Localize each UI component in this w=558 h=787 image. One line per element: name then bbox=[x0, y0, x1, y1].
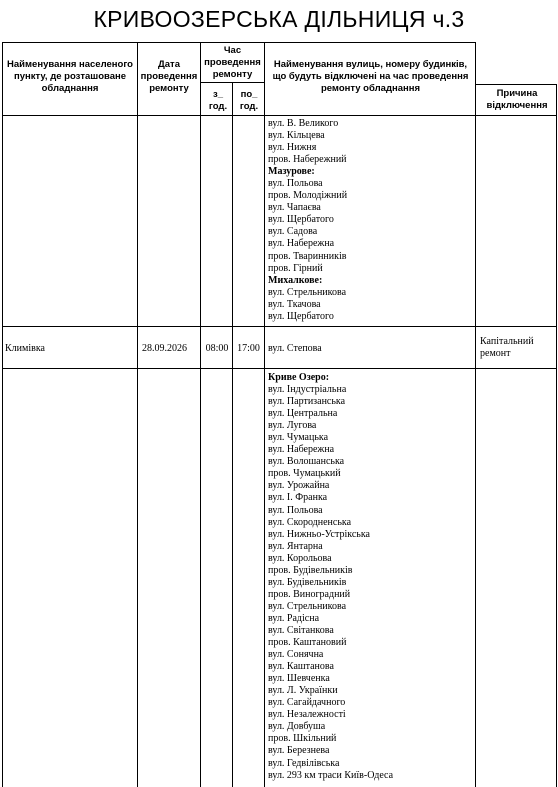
street-item: вул. Янтарна bbox=[268, 540, 323, 552]
street-item: вул. Центральна bbox=[268, 408, 338, 420]
street-item: вул. Набережна bbox=[268, 238, 335, 250]
street-item: вул. Л. Українки bbox=[268, 685, 338, 697]
street-item: вул. Радісна bbox=[268, 612, 320, 624]
street-item: вул. 293 км траси Київ-Одеса bbox=[268, 769, 394, 781]
street-item: пров. Будівельників bbox=[268, 564, 353, 576]
street-item: вул. Шевченка bbox=[268, 673, 330, 685]
col-divider-time-from bbox=[200, 42, 201, 787]
street-item: вул. Польова bbox=[268, 178, 323, 190]
header-time-to: по_ год. bbox=[239, 89, 259, 112]
header-locality: Найменування населеного пункту, де розташоване обладнання bbox=[7, 59, 133, 94]
street-item: вул. Скородненська bbox=[268, 516, 352, 528]
street-item: пров. Чумацький bbox=[268, 468, 341, 480]
street-item: вул. Сагайдачного bbox=[268, 697, 346, 709]
header-bottom-border bbox=[2, 115, 557, 116]
col-divider-time-to bbox=[232, 82, 233, 787]
settlement-heading: Мазурове: bbox=[268, 166, 315, 178]
reason-header-top-border bbox=[475, 84, 557, 85]
street-item: вул. Чумацька bbox=[268, 432, 329, 444]
header-time-from: з_ год. bbox=[208, 89, 228, 112]
streets-list-row-1 bbox=[268, 118, 473, 323]
street-item: вул. Партизанська bbox=[268, 396, 346, 408]
time-from-cell: 08:00 bbox=[205, 343, 229, 354]
row-divider-2 bbox=[2, 368, 557, 369]
street-item: вул. Урожайна bbox=[268, 480, 330, 492]
street-item: вул. Кільцева bbox=[268, 130, 325, 142]
table-left-border bbox=[2, 42, 3, 787]
street-item: вул. Корольова bbox=[268, 552, 332, 564]
header-reason: Причина відключення bbox=[486, 88, 548, 111]
street-item: вул. Стрельникова bbox=[268, 286, 347, 298]
street-item: вул. Індустріальна bbox=[268, 384, 347, 396]
street-item: вул. Світанкова bbox=[268, 624, 334, 636]
street-item: вул. Березнева bbox=[268, 745, 330, 757]
street-item: вул. І. Франка bbox=[268, 492, 328, 504]
street-item: вул. Каштанова bbox=[268, 661, 334, 673]
header-streets: Найменування вулиць, номеру будинків, що будуть відключені на час проведення ремонту обладнання bbox=[272, 59, 469, 94]
street-item: вул. Довбуша bbox=[268, 721, 326, 733]
col-divider-streets bbox=[264, 42, 265, 787]
street-item: пров. Виноградний bbox=[268, 588, 351, 600]
locality-cell: Климівка bbox=[5, 343, 45, 354]
col-divider-date bbox=[137, 42, 138, 787]
header-date: Дата проведення ремонту bbox=[140, 59, 198, 94]
streets-list-row-2 bbox=[268, 343, 473, 355]
street-item: вул. Степова bbox=[268, 343, 322, 354]
street-item: пров. Каштановий bbox=[268, 637, 347, 649]
street-item: вул. Гедвілівська bbox=[268, 757, 340, 769]
street-item: вул. Щербатого bbox=[268, 214, 334, 226]
street-item: пров. Гірний bbox=[268, 262, 323, 274]
street-item: вул. Сонячна bbox=[268, 649, 324, 661]
street-item: пров. Шкільний bbox=[268, 733, 337, 745]
street-item: вул. Набережна bbox=[268, 444, 335, 456]
street-item: пров. Тваринників bbox=[268, 250, 347, 262]
settlement-heading: Криве Озеро: bbox=[268, 372, 330, 383]
settlement-heading: Михалкове: bbox=[268, 274, 323, 286]
street-item: вул. Будівельників bbox=[268, 576, 347, 588]
time-to-cell: 17:00 bbox=[237, 343, 260, 354]
table-top-border bbox=[2, 42, 475, 43]
table-right-border bbox=[556, 84, 557, 787]
streets-list-row-3 bbox=[268, 372, 473, 782]
street-item: вул. Щербатого bbox=[268, 310, 334, 322]
header-time: Час проведення ремонту bbox=[204, 45, 261, 80]
street-item: вул. Ткачова bbox=[268, 298, 321, 310]
street-item: пров. Набережний bbox=[268, 154, 347, 166]
street-item: вул. Чапаєва bbox=[268, 202, 321, 214]
street-item: вул. Садова bbox=[268, 226, 318, 238]
date-cell: 28.09.2026 bbox=[142, 343, 187, 354]
col-divider-reason bbox=[475, 42, 476, 787]
street-item: вул. Волошанська bbox=[268, 456, 345, 468]
street-item: вул. Польова bbox=[268, 504, 323, 516]
street-item: вул. Стрельникова bbox=[268, 600, 347, 612]
street-item: вул. Незалежності bbox=[268, 709, 346, 721]
street-item: пров. Молодіжний bbox=[268, 190, 348, 202]
outage-schedule-table bbox=[2, 42, 557, 787]
street-item: вул. В. Великого bbox=[268, 118, 339, 129]
street-item: вул. Нижньо-Устрікська bbox=[268, 528, 370, 540]
street-item: вул. Нижня bbox=[268, 142, 317, 154]
row-divider-1 bbox=[2, 326, 557, 327]
street-item: вул. Лугова bbox=[268, 420, 317, 432]
reason-cell: Капітальний ремонт bbox=[480, 336, 534, 360]
document-title: КРИВООЗЕРСЬКА ДІЛЬНИЦЯ ч.3 bbox=[93, 6, 465, 32]
